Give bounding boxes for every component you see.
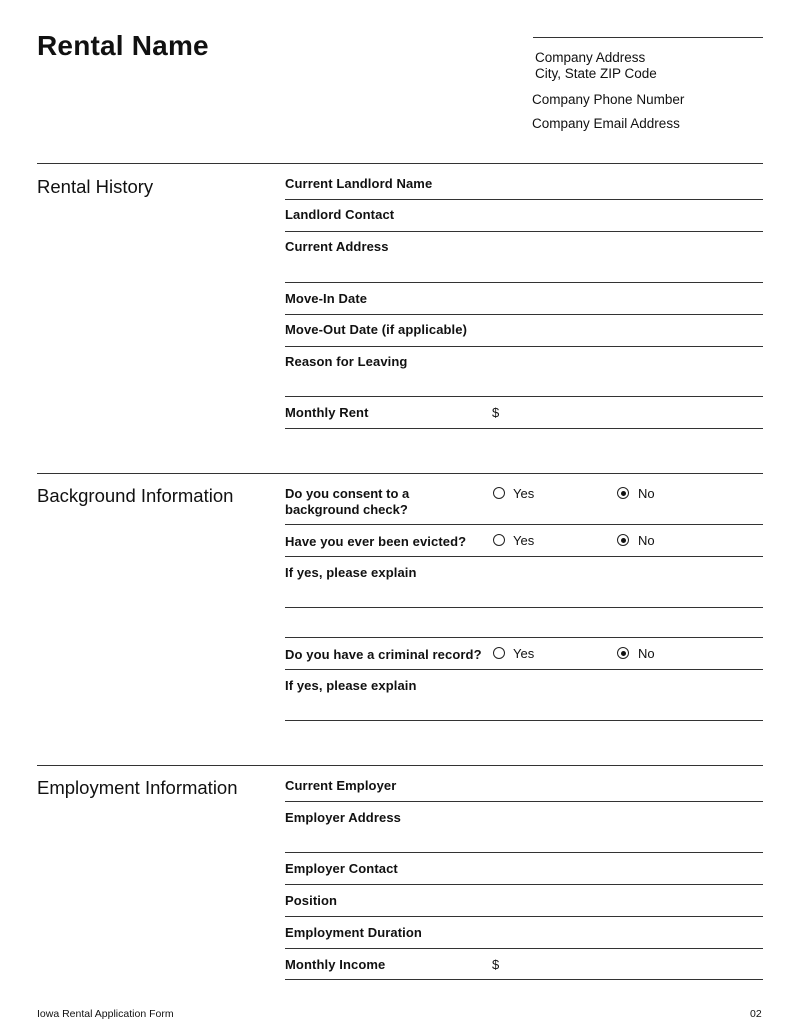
criminal-yes-radio[interactable] xyxy=(493,647,505,659)
current-employer-field[interactable] xyxy=(285,772,763,801)
field-underline xyxy=(285,607,763,608)
criminal-no-label: No xyxy=(638,646,655,661)
current-address-label: Current Address xyxy=(285,239,389,254)
reason-for-leaving-label: Reason for Leaving xyxy=(285,354,408,369)
criminal-yes-label: Yes xyxy=(513,646,535,661)
consent-question-label: Do you consent to a background check? xyxy=(285,486,410,517)
move-in-date-label: Move-In Date xyxy=(285,291,368,306)
consent-yes-radio[interactable] xyxy=(493,487,505,499)
field-underline xyxy=(285,524,763,525)
field-underline xyxy=(285,948,763,949)
move-in-date-field[interactable] xyxy=(285,284,763,314)
rental-name-title: Rental Name xyxy=(37,30,209,61)
consent-yes-label: Yes xyxy=(513,486,535,501)
company-phone: Company Phone Number xyxy=(532,92,685,107)
current-employer-label: Current Employer xyxy=(285,778,397,793)
criminal-question-label: Do you have a criminal record? xyxy=(285,647,482,662)
criminal-explain-label: If yes, please explain xyxy=(285,678,417,693)
employment-duration-field[interactable] xyxy=(285,918,763,948)
employer-address-field[interactable] xyxy=(285,803,763,852)
evicted-yes-radio[interactable] xyxy=(493,534,505,546)
employment-duration-label: Employment Duration xyxy=(285,925,422,940)
field-underline xyxy=(285,231,763,232)
evicted-no-label: No xyxy=(638,533,655,548)
monthly-income-input[interactable] xyxy=(505,952,763,979)
field-underline xyxy=(285,979,763,980)
monthly-rent-currency: $ xyxy=(492,405,500,420)
field-underline xyxy=(285,637,763,638)
field-underline xyxy=(285,884,763,885)
criminal-no-radio[interactable] xyxy=(617,647,629,659)
evicted-question-label: Have you ever been evicted? xyxy=(285,534,467,549)
employment-info-heading: Employment Information xyxy=(37,777,238,798)
position-field[interactable] xyxy=(285,886,763,916)
monthly-income-currency: $ xyxy=(492,957,500,972)
employer-address-label: Employer Address xyxy=(285,810,401,825)
background-info-heading: Background Information xyxy=(37,485,234,506)
header-divider xyxy=(533,37,763,38)
field-underline xyxy=(285,314,763,315)
evicted-no-radio[interactable] xyxy=(617,534,629,546)
monthly-income-label: Monthly Income xyxy=(285,957,386,972)
background-info-rule xyxy=(37,473,763,474)
field-underline xyxy=(285,396,763,397)
field-underline xyxy=(285,556,763,557)
current-landlord-name-label: Current Landlord Name xyxy=(285,176,433,191)
field-underline xyxy=(285,669,763,670)
employer-contact-label: Employer Contact xyxy=(285,861,398,876)
move-out-date-label: Move-Out Date (if applicable) xyxy=(285,322,468,337)
reason-for-leaving-field[interactable] xyxy=(285,348,763,396)
field-underline xyxy=(285,346,763,347)
field-underline xyxy=(285,428,763,429)
landlord-contact-field[interactable] xyxy=(285,201,763,231)
monthly-rent-label: Monthly Rent xyxy=(285,405,369,420)
current-landlord-name-field[interactable] xyxy=(285,170,763,199)
employment-info-rule xyxy=(37,765,763,766)
field-underline xyxy=(285,852,763,853)
evicted-explain-label: If yes, please explain xyxy=(285,565,417,580)
footer-page-number: 02 xyxy=(750,1008,762,1020)
company-city-state-zip: City, State ZIP Code xyxy=(535,66,657,81)
rental-history-heading: Rental History xyxy=(37,176,154,197)
criminal-explain-field[interactable] xyxy=(285,671,763,720)
field-underline xyxy=(285,199,763,200)
landlord-contact-label: Landlord Contact xyxy=(285,207,395,222)
field-underline xyxy=(285,916,763,917)
company-email: Company Email Address xyxy=(532,116,680,131)
rental-history-rule xyxy=(37,163,763,164)
monthly-rent-input[interactable] xyxy=(505,400,763,428)
move-out-date-field[interactable] xyxy=(285,316,763,346)
evicted-explain-field[interactable] xyxy=(285,558,763,638)
field-underline xyxy=(285,720,763,721)
consent-no-label: No xyxy=(638,486,655,501)
company-address: Company Address xyxy=(535,50,646,65)
field-underline xyxy=(285,282,763,283)
current-address-field[interactable] xyxy=(285,233,763,282)
employer-contact-field[interactable] xyxy=(285,854,763,884)
footer-form-name: Iowa Rental Application Form xyxy=(37,1008,174,1020)
evicted-yes-label: Yes xyxy=(513,533,535,548)
field-underline xyxy=(285,801,763,802)
consent-no-radio[interactable] xyxy=(617,487,629,499)
position-label: Position xyxy=(285,893,338,908)
